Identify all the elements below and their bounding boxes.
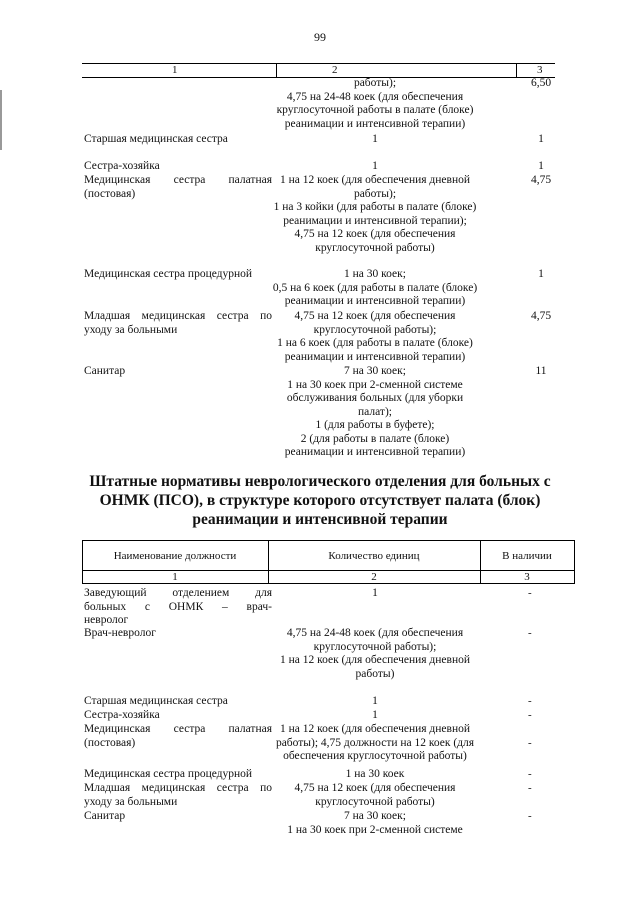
- table1-row-count: 1: [538, 268, 544, 280]
- table2-num-col2: 2: [371, 571, 377, 583]
- table2-row-position: Санитар: [84, 810, 126, 822]
- table2-row-avail: -: [528, 627, 532, 639]
- table2-row-avail: -: [528, 587, 532, 599]
- table1-header-col3: 3: [537, 64, 543, 76]
- table2-row-qty: 1 на 12 коек (для обеспечения дневной работы); 4,75 должности на 12 коек (для обеспечения круглосуточной работы): [275, 723, 475, 762]
- table2-header-position: Наименование должности: [113, 550, 237, 562]
- table2-row-qty: 1: [372, 695, 378, 707]
- table2-row-position: Старшая медицинская сестра: [84, 695, 228, 707]
- table1-row-count: 11: [535, 365, 547, 377]
- table2-header-avail: В наличии: [502, 550, 552, 562]
- table1-row-position: Санитар: [84, 365, 126, 377]
- table1-row-count: 4,75: [530, 310, 552, 322]
- table2-row-position: Сестра-хозяйка: [84, 709, 160, 721]
- section-heading: Штатные нормативы неврологического отделения для больных с ОНМК (ПСО), в структуре которого отсутствует палата (блок) реанимации и интенсивной терапии: [89, 473, 551, 528]
- table1-row-qty: 7 на 30 коек; 1 на 30 коек при 2-сменной системе обслуживания больных (для уборки палат); 1 (для работы в буфете); 2 (для работы в палате (блоке) реанимации и интенсивной терапии): [284, 365, 466, 458]
- table1-row-position: Сестра-хозяйка: [84, 160, 160, 172]
- table2-header-qty: Количество единиц: [328, 550, 420, 562]
- table1-row-qty: 1: [372, 160, 378, 172]
- table1-row-position: Медицинская сестра процедурной: [84, 268, 253, 280]
- table1-row-position: Старшая медицинская сестра: [84, 133, 228, 145]
- table2-row-position: Медицинская сестра палатная (постовая): [84, 723, 272, 749]
- table2-row-qty: 4,75 на 24-48 коек (для обеспечения круглосуточной работы); 1 на 12 коек (для обеспечения дневной работы): [279, 627, 471, 680]
- page-number: 99: [314, 30, 326, 44]
- table2-row-position: Младшая медицинская сестра по уходу за больными: [84, 782, 272, 808]
- table1-row-qty: работы); 4,75 на 24-48 коек (для обеспечения круглосуточной работы в палате (блоке) реанимации и интенсивной терапии): [276, 77, 474, 130]
- scan-edge-marks: [0, 0, 6, 905]
- table1-row-position: Медицинская сестра палатная (постовая): [84, 174, 272, 200]
- table2-row-qty: 1: [372, 587, 378, 599]
- table2-row-avail: -: [528, 737, 532, 749]
- table1-row-count: 1: [538, 133, 544, 145]
- table1-row-qty: 4,75 на 12 коек (для обеспечения круглосуточной работы); 1 на 6 коек (для работы в палате (блоке) реанимации и интенсивной терапии): [277, 310, 473, 363]
- table1-row-count: 4,75: [530, 174, 552, 186]
- table1-row-count: 6,50: [530, 77, 552, 89]
- table1-header-col1: 1: [172, 64, 178, 76]
- table1-row-count: 1: [538, 160, 544, 172]
- table1-row-position: Младшая медицинская сестра по уходу за больными: [84, 310, 272, 336]
- table2-row-qty: 1: [372, 709, 378, 721]
- table1-header-col2: 2: [332, 64, 338, 76]
- table2-num-col1: 1: [172, 571, 178, 583]
- table2-row-qty: 1 на 30 коек: [345, 768, 405, 780]
- table2-num-col3: 3: [524, 571, 530, 583]
- table2-row-avail: -: [528, 709, 532, 721]
- table2-row-position: Заведующий отделением для больных с ОНМК – врач- невролог: [84, 587, 272, 626]
- table2-row-qty: 4,75 на 12 коек (для обеспечения круглосуточной работы): [294, 782, 456, 808]
- table2-row-position: Медицинская сестра процедурной: [84, 768, 253, 780]
- table1-row-qty: 1: [372, 133, 378, 145]
- table2-row-position: Врач-невролог: [84, 627, 156, 639]
- table2-row-avail: -: [528, 782, 532, 794]
- table1-header: [82, 63, 555, 78]
- table2-row-qty: 7 на 30 коек; 1 на 30 коек при 2-сменной системе: [287, 810, 463, 836]
- table2-row-avail: -: [528, 810, 532, 822]
- table2-row-avail: -: [528, 695, 532, 707]
- table1-row-qty: 1 на 30 коек; 0,5 на 6 коек (для работы в палате (блоке) реанимации и интенсивной терапии): [272, 268, 478, 307]
- table2-row-avail: -: [528, 768, 532, 780]
- table1-row-qty: 1 на 12 коек (для обеспечения дневной работы); 1 на 3 койки (для работы в палате (блоке) реанимации и интенсивной терапии); 4,75 на 12 коек (для обеспечения круглосуточной работы): [273, 174, 477, 254]
